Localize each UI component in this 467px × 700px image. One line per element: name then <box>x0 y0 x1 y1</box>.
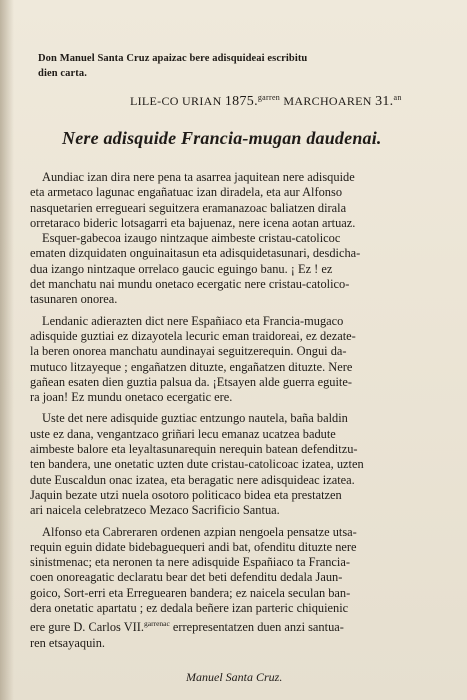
page-binding-shadow <box>0 0 14 700</box>
body-line: uste ez dana, vengantzaco griñari lecu emanaz ucatzea badute <box>30 426 336 441</box>
body-line: gañean esaten dien guztia palsua da. ¡Etsayen alde guerra eguite- <box>30 374 353 389</box>
body-line: Lendanic adierazten dict nere Españiaco eta Francia-mugaco <box>42 313 344 328</box>
body-line: goico, Sort-erri eta Erreguearen bandera; ez naicela seculan ban- <box>30 585 351 600</box>
body-line: det manchatu nai mundu onetaco ecergatic nere cristau-catolico- <box>30 277 350 292</box>
body-line: la beren onorea manchatu aundinayai seguitzerequin. Ongui da- <box>30 344 347 359</box>
body-line: requin eguin didate bidebaguequeri andi bat, ofenditu dituzte nere <box>30 539 357 554</box>
body-line: nasquetarien erregueari seguitzera eramanazoac baliatzen dirala <box>30 200 347 215</box>
paragraph-5-end: ren etsayaquin. <box>30 635 106 650</box>
body-line: aimbeste balore eta leyaltasunarequin nerequin batean defenditzu- <box>30 442 358 457</box>
dateline-ordinal: garren <box>257 93 281 102</box>
dateline-day: 31. <box>375 94 394 109</box>
body-line: orretaraco bideric lotsagarri eta bajuenaz, nere icena aotan artuaz. <box>30 215 356 230</box>
letter-title: Nere adisquide Francia-mugan daudenai. <box>62 128 382 148</box>
dateline <box>130 93 450 110</box>
body-line: eta armetaco lagunac engañatuac izan diradela, eta aur Alfonso <box>30 185 343 200</box>
body-line: sinistmenac; eta neronen ta nere adisquide Españiaco ta Francia- <box>30 555 350 570</box>
body-line: Aundiac izan dira nere pena ta asarrea jaquitean nere adisquide <box>42 170 355 184</box>
paragraph-2 <box>30 231 438 307</box>
body-line: Alfonso eta Cabreraren ordenen azpian nengoela pensatze utsa- <box>42 524 357 539</box>
body-line: Esquer-gabecoa izaugo nintzaque aimbeste cristau-catolicoc <box>42 231 341 246</box>
body-line: dute Euscaldun onac izatea, eta beragatic nere adisquideac izatea. <box>30 472 355 487</box>
body-line: ere gure D. Carlos VII.$^{garrenac}$ errepresentatzen duen anzi santua- <box>30 619 344 635</box>
body-line-tail: errepresentatzen duen anzi santua- <box>169 620 344 635</box>
body-line: adisquide guztiai ez dizayotela lecuric eman traidoreai, ez dezate- <box>30 328 356 343</box>
body-line: ari naicela celebratzeco Mezaco Sacrificio Santua. <box>30 503 280 518</box>
header-line-1: Don Manuel Santa Cruz apaizac bere adisquideai escribitu <box>38 53 308 64</box>
body-line: Uste det nere adisquide guztiac entzungo nautela, baña baldin <box>42 411 348 426</box>
body-line: ematen dizquidaten onguinaitasun eta adisquidetasunari, desdicha- <box>30 246 361 261</box>
paragraph-4 <box>30 411 438 518</box>
letter-body <box>30 170 438 651</box>
body-line: mutuco litzayeque ; engañatzen dituzte, engañatzen dituzte. Nere <box>30 359 353 374</box>
body-line: dua izango nintzaque orrelaco gaucic eguingo banu. ¡ Ez ! ez <box>30 261 333 276</box>
body-line: coen onoreagatic declaratu bear det beti defenditu dedala Jaun- <box>30 570 343 585</box>
paragraph-5 <box>30 525 438 636</box>
signature: Manuel Santa Cruz. <box>186 670 283 684</box>
body-line: dera onetatic apartatu ; ez dedala beñere izan parteric chiquienic <box>30 601 349 616</box>
paragraph-1 <box>30 170 438 231</box>
dateline-day-suffix: an <box>393 93 402 102</box>
dateline-month: MARCHOAREN <box>283 94 372 108</box>
dateline-place: LILE-CO URIAN <box>130 94 222 108</box>
body-line: ten bandera, une onetatic uzten dute cristau-catolicoac izatea, uzten <box>30 457 364 472</box>
ordinal-superscript: garrenac <box>144 619 170 629</box>
body-line: tasunaren onorea. <box>30 292 118 307</box>
body-line: Jaquin bezate utzi nuela osotoro politicaco bidea eta prestatzen <box>30 487 342 502</box>
header-line-2: dien carta. <box>38 68 87 79</box>
dateline-year: 1875. <box>224 94 258 109</box>
paragraph-3 <box>30 314 438 406</box>
body-line: ra joan! Ez mundu onetaco ecergatic ere. <box>30 390 233 405</box>
